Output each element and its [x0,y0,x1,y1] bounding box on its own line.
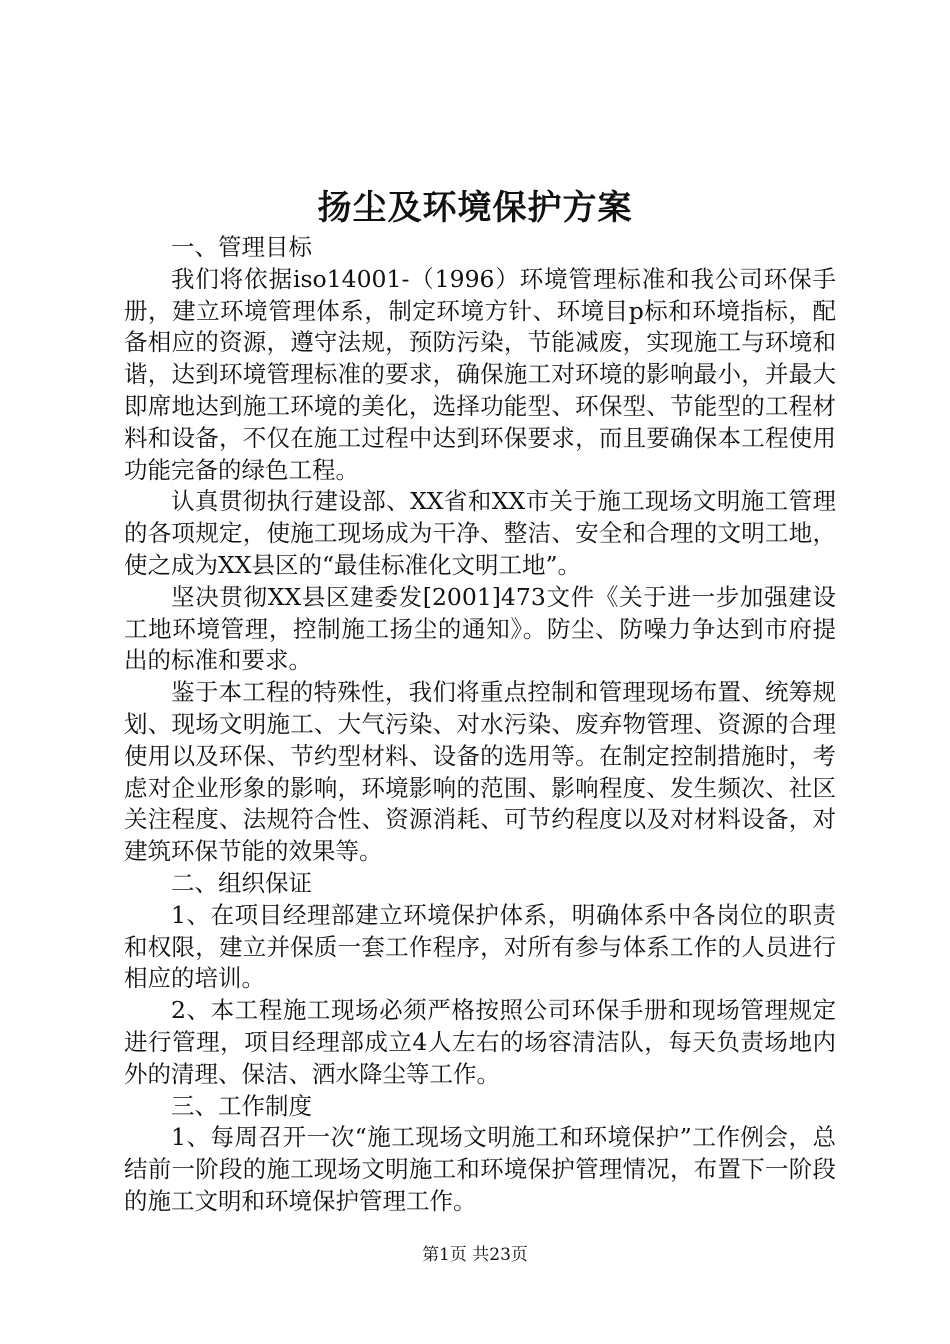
section-heading-work-system: 三、工作制度 [171,1091,312,1120]
paragraph: 坚决贯彻XX县区建委发[2001]473文件《关于进一步加强建设工地环境管理，控制施工扬尘的通知》。防尘、防噪力争达到市府提出的标准和要求。 [124,582,836,675]
document-body [124,232,836,1218]
document-title: 扬尘及环境保护方案 [317,188,633,228]
paragraph: 1、在项目经理部建立环境保护体系，明确体系中各岗位的职责和权限，建立并保质一套工作程序，对所有参与体系工作的人员进行相应的培训。 [124,900,836,993]
paragraph: 2、本工程施工现场必须严格按照公司环保手册和现场管理规定进行管理，项目经理部成立4人左右的场容清洁队，每天负责场地内外的清理、保洁、洒水降尘等工作。 [124,996,836,1088]
paragraph: 1、每周召开一次“施工现场文明施工和环境保护”工作例会，总结前一阶段的施工现场文明施工和环境保护管理情况，布置下一阶段的施工文明和环境保护管理工作。 [124,1123,836,1215]
paragraph: 鉴于本工程的特殊性，我们将重点控制和管理现场布置、统筹规划、现场文明施工、大气污染、对水污染、废弃物管理、资源的合理使用以及环保、节约型材料、设备的选用等。在制定控制措施时，考虑对企业形象的影响，环境影响的范围、影响程度、发生频次、社区关注程度、法规符合性、资源消耗、可节约程度以及对材料设备，对建筑环保节能的效果等。 [124,678,836,866]
page-number-footer: 第1页 共23页 [422,1245,528,1265]
section-heading-management-goals: 一、管理目标 [171,233,312,261]
section-heading-organization: 二、组织保证 [171,868,312,897]
paragraph: 我们将依据iso14001-（1996）环境管理标准和我公司环保手册，建立环境管理体系，制定环境方针、环境目p标和环境指标，配备相应的资源，遵守法规，预防污染，节能减废，实现施工与环境和谐，达到环境管理标准的要求，确保施工对环境的影响最小，并最大即席地达到施工环境的美化，选择功能型、环保型、节能型的工程材料和设备，不仅在施工过程中达到环保要求，而且要确保本工程使用功能完备的绿色工程。 [124,264,836,484]
paragraph: 认真贯彻执行建设部、XX省和XX市关于施工现场文明施工管理的各项规定，使施工现场成为干净、整洁、安全和合理的文明工地，使之成为XX县区的“最佳标准化文明工地”。 [124,487,836,579]
